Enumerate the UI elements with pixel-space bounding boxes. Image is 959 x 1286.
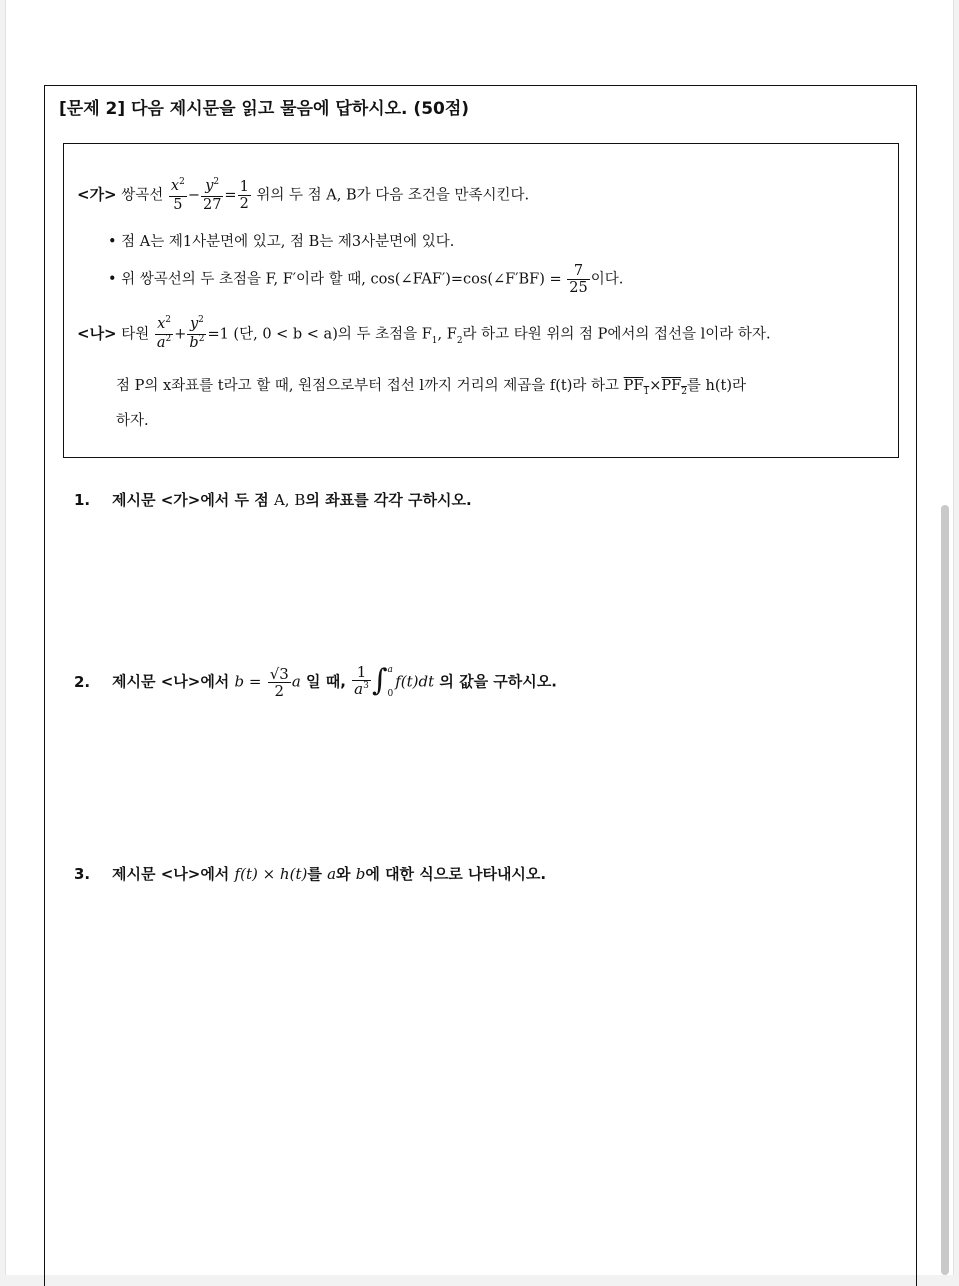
passage-box <box>63 143 899 458</box>
b-value-fraction: $\frac{√3}{2}$ <box>269 664 289 700</box>
passage-ga-lead: 쌍곡선 <box>121 187 164 204</box>
integral-sign: ∫ <box>371 662 388 698</box>
passage-ga-bullet-1: • 점 A는 제1사분면에 있고, 점 B는 제3사분면에 있다. <box>108 234 455 250</box>
passage-ga-line: <가> 쌍곡선 $\frac{x^2}{5}$ − $\frac{y^2}{27}$ = $\frac{1}{2}$ 위의 두 점 A, B가 다음 조건을 만족시킨다. <box>77 177 530 213</box>
cosine-value: $\frac{7}{25}$ <box>569 263 588 296</box>
vertical-scrollbar[interactable] <box>941 505 949 1275</box>
passage-na-line-2: 점 P의 x좌표를 t라고 할 때, 원점으로부터 접선 l까지 거리의 제곱을 f(t)라 하고 $PF_1\times PF_2$를 h(t)라 <box>116 378 747 397</box>
ellipse-y-term: $\frac{y^2}{b^2}$ <box>189 315 205 351</box>
passage-ga-bullet-2: • 위 쌍곡선의 두 초점을 F, F′이라 할 때, cos(∠FAF′)=cos(∠F′BF) = $\frac{7}{25}$ 이다. <box>108 263 624 296</box>
hyperbola-x-term: $\frac{x^2}{5}$ <box>170 177 185 213</box>
ellipse-x-term: $\frac{x^2}{a^2}$ <box>156 315 172 351</box>
question-2: 2. 제시문 <나>에서 b = $\frac{√3}{2}$ a 일 때, $\frac{1}{a^3}$ ∫ a 0 f(t)dt 의 값을 구하시오. <box>74 662 557 700</box>
question-1: 1. 제시문 <가>에서 두 점 A, B의 좌표를 각각 구하시오. <box>74 491 472 509</box>
question-3: 3. 제시문 <나>에서 f(t) × h(t)를 a와 b에 대한 식으로 나타내시오. <box>74 865 547 883</box>
passage-ga-tail: 위의 두 점 A, B가 다음 조건을 만족시킨다. <box>256 187 530 204</box>
hyperbola-y-term: $\frac{y^2}{27}$ <box>202 177 222 213</box>
problem-title: [문제 2] 다음 제시문을 읽고 물음에 답하시오. (50점) <box>59 99 470 119</box>
passage-na-line: <나> 타원 $\frac{x^2}{a^2}$ + $\frac{y^2}{b^2}$ =1 (단, 0 < b < a)의 두 초점을 $F_1$, $F_2$라 하고 타원 위의 점 P에서의 접선을 l이라 하자. <box>77 315 771 351</box>
passage-na-line-3: 하자. <box>116 413 149 429</box>
integral-coefficient: $\frac{1}{a^3}$ <box>354 663 369 698</box>
passage-na-tag: <나> <box>77 324 117 343</box>
hyperbola-rhs: $\frac{1}{2}$ <box>239 179 249 212</box>
passage-ga-tag: <가> <box>77 185 117 204</box>
integral-limits: a 0 <box>387 665 394 699</box>
